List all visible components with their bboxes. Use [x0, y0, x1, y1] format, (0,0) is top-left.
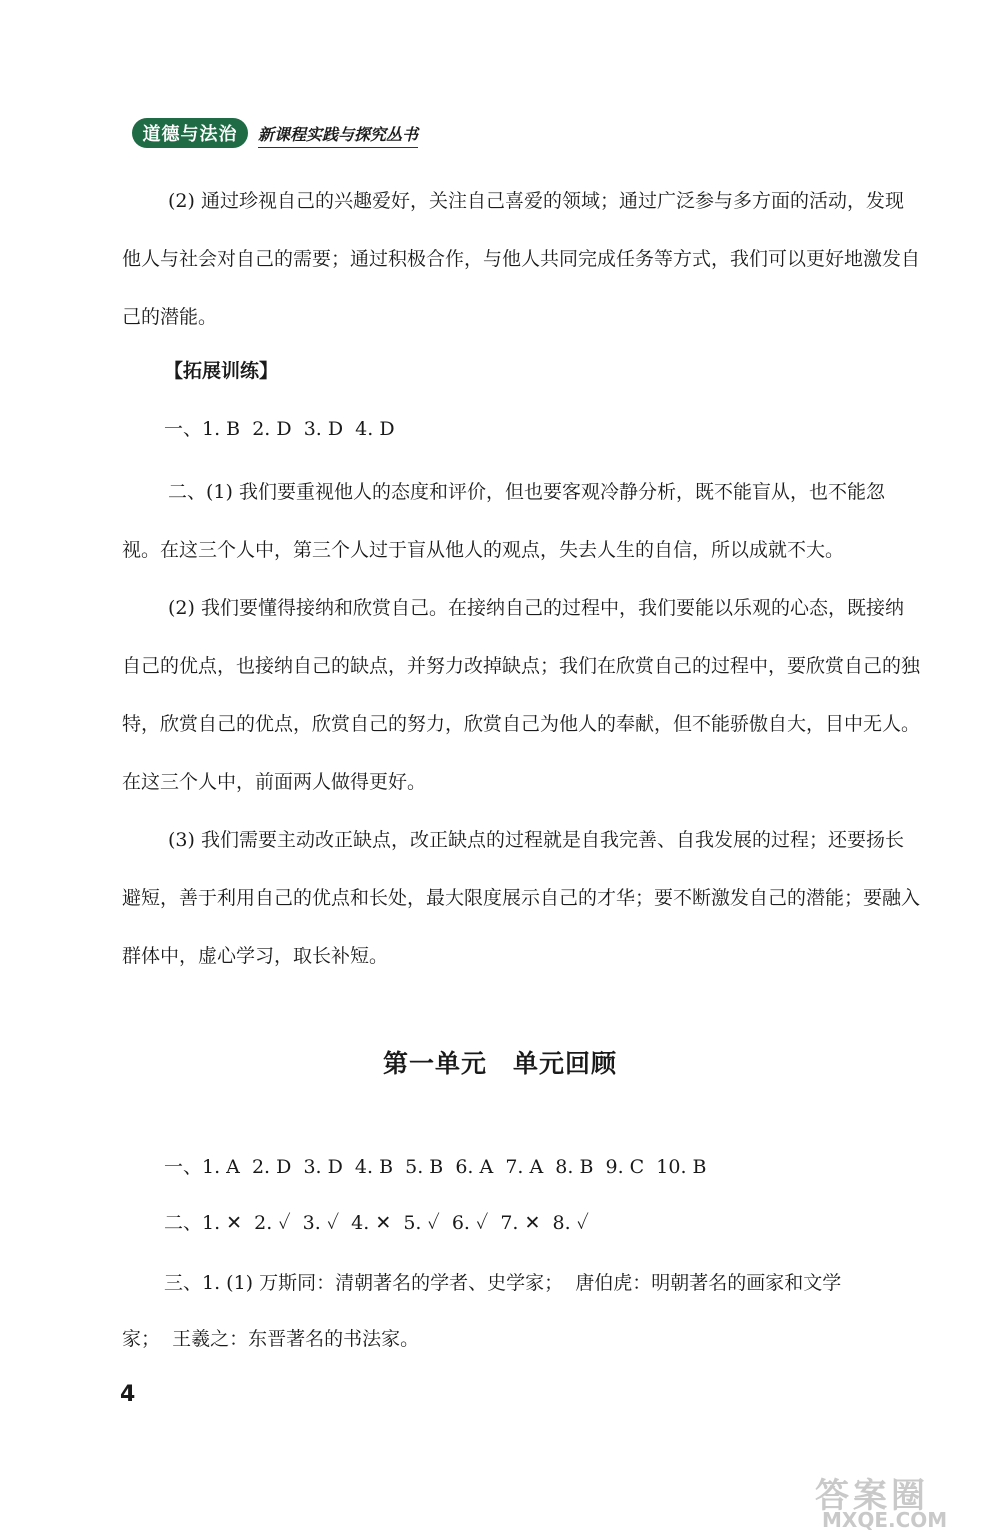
unit-q3-line1: 三、1. (1) 万斯同：清朝著名的学者、史学家； 唐伯虎：明朝著名的画家和文学	[164, 1272, 842, 1294]
unit-tf-answers: 二、1. ✕ 2. ✓ 3. ✓ 4. ✕ 5. ✓ 6. ✓ 7. ✕ 8. ✓	[164, 1212, 589, 1234]
unit-mc-answers: 一、1. A 2. D 3. D 4. B 5. B 6. A 7. A 8. B 9. C 10. B	[164, 1156, 707, 1178]
extension-heading: 【拓展训练】	[164, 360, 279, 382]
unit-review-title: 第一单元 单元回顾	[382, 1049, 617, 1078]
series-title: 新课程实践与探究丛书	[258, 122, 418, 148]
extension-answer-1: 二、(1) 我们要重视他人的态度和评价，但也要客观冷静分析，既不能盲从，也不能忽视。在这三个人中，第三个人过于盲从他人的观点，失去人生的自信，所以成就不大。	[122, 481, 885, 561]
answer-paragraph-2: (2) 通过珍视自己的兴趣爱好，关注自己喜爱的领域；通过广泛参与多方面的活动，发现他人与社会对自己的需要；通过积极合作，与他人共同完成任务等方式，我们可以更好地激发自己的潜能。	[122, 190, 921, 328]
unit-q3-line2: 家； 王羲之：东晋著名的书法家。	[122, 1328, 420, 1350]
extension-answer-2: (2) 我们要懂得接纳和欣赏自己。在接纳自己的过程中，我们要能以乐观的心态，既接纳自己的优点，也接纳自己的缺点，并努力改掉缺点；我们在欣赏自己的过程中，要欣赏自己的独特，欣赏自己的优点，欣赏自己的努力，欣赏自己为他人的奉献，但不能骄傲自大，目中无人。在这三个人中，前面两人做得更好。	[122, 597, 921, 793]
extension-answer-3: (3) 我们需要主动改正缺点，改正缺点的过程就是自我完善、自我发展的过程；还要扬长避短，善于利用自己的优点和长处，最大限度展示自己的才华；要不断激发自己的潜能；要融入群体中，虚心学习，取长补短。	[122, 829, 921, 967]
subject-badge: 道德与法治	[132, 118, 248, 148]
watermark-url: MXQE.COM	[822, 1508, 948, 1532]
page-number: 4	[120, 1382, 136, 1407]
watermark-logo: 答案圈	[815, 1476, 929, 1516]
extension-mc-answers: 一、1. B 2. D 3. D 4. D	[164, 418, 395, 440]
